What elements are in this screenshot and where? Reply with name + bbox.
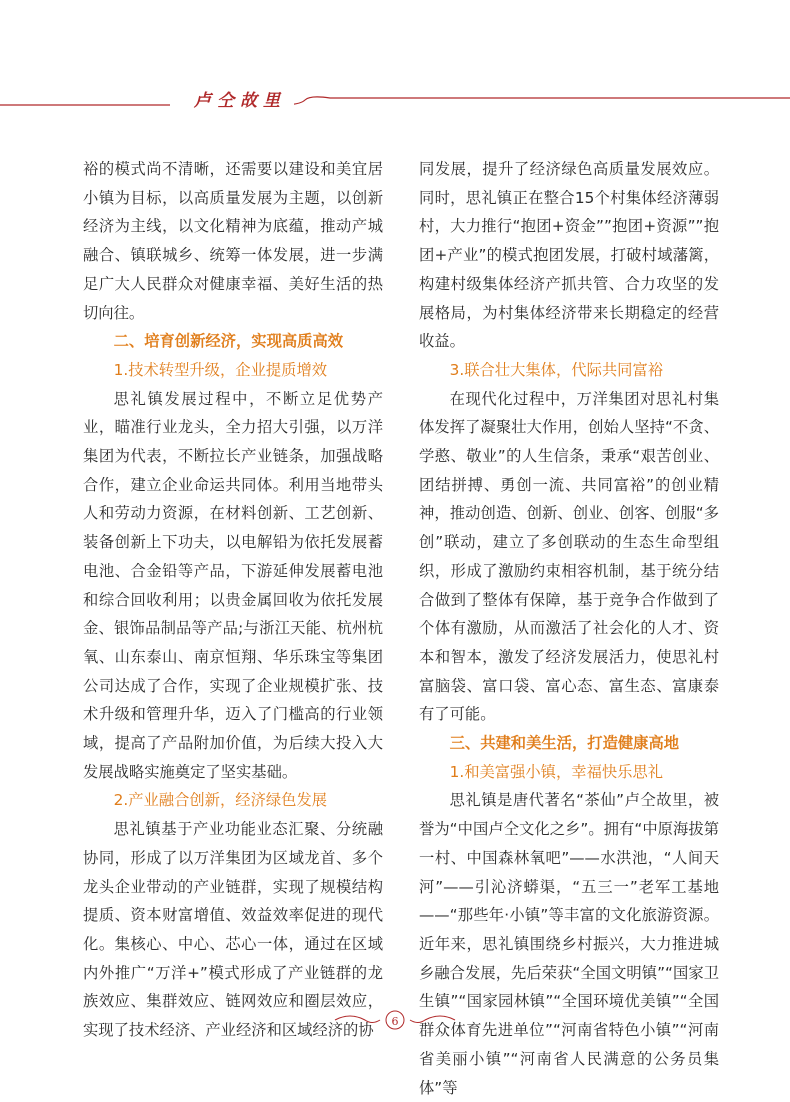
left-text-column: [83, 155, 383, 1045]
section-header-title: 卢仝故里: [186, 86, 294, 111]
paragraph: 思礼镇基于产业功能业态汇聚、分统融协同，形成了以万洋集团为区域龙首、多个龙头企业带动的产业链群，实现了规模结构提质、资本财富增值、效益效率促进的现代化。集核心、中心、芯心一体，通过在区域内外推广“万洋+”模式形成了产业链群的龙族效应、集群效应、链网效应和圈层效应，实现了技术经济、产业经济和区域经济的协: [83, 820, 383, 1040]
paragraph: 裕的模式尚不清晰，还需要以建设和美宜居小镇为目标，以高质量发展为主题，以创新经济为主线，以文化精神为底蕴，推动产城融合、镇联城乡、统筹一体发展，进一步满足广大人民群众对健康幸福、美好生活的热切向往。: [83, 160, 383, 322]
paragraph: 在现代化过程中，万洋集团对思礼村集体发挥了凝聚壮大作用，创始人坚持“不贪、学憨、敬业”的人生信条，秉承“艰苦创业、团结拼搏、勇创一流、共同富裕”的创业精神，推动创造、创新、创业、创客、创服“多创”联动，建立了多创联动的生态生命型组织，形成了激励约束相容机制，基于统分结合做到了整体有保障，基于竞争合作做到了个体有激励，从而激活了社会化的人才、资本和智本，激发了经济发展活力，使思礼村富脑袋、富口袋、富心态、富生态、富康泰有了可能。: [419, 389, 719, 724]
header-decorative-line: [0, 96, 790, 110]
page-number: 6: [391, 1015, 399, 1028]
section-heading: 二、培育创新经济，实现高质高效: [113, 332, 344, 351]
subsection-heading: 1.和美富强小镇，幸福快乐思礼: [449, 762, 664, 781]
paragraph: 思礼镇发展过程中，不断立足优势产业，瞄准行业龙头，全力招大引强，以万洋集团为代表，不断拉长产业链条，加强战略合作，建立企业命运共同体。利用当地带头人和劳动力资源，在材料创新、工艺创新、装备创新上下功夫，以电解铅为依托发展蓄电池、合金铅等产品，下游延伸发展蓄电池和综合回收利用；以贵金属回收为依托发展金、银饰品制品等产品;与浙江天能、杭州杭氧、山东泰山、南京恒翔、华乐珠宝等集团公司达成了合作，实现了企业规模扩张、技术升级和管理升华，迈入了门槛高的行业领域，提高了产品附加价值，为后续大投入大发展战略实施奠定了坚实基础。: [83, 389, 383, 781]
subsection-heading: 3.联合壮大集体，代际共同富裕: [449, 360, 664, 379]
section-heading: 三、共建和美生活，打造健康高地: [449, 734, 680, 753]
subsection-heading: 2.产业融合创新，经济绿色发展: [113, 791, 328, 810]
paragraph: 思礼镇是唐代著名“茶仙”卢仝故里，被誉为“中国卢仝文化之乡”。拥有“中原海拔第一村、中国森林氧吧”——水洪池，“人间天河”——引沁济蟒渠，“五三一”老军工基地——“那些年·小镇”等丰富的文化旅游资源。近年来，思礼镇围绕乡村振兴，大力推进城乡融合发展，先后荣获“全国文明镇”“国家卫生镇”“国家园林镇”“全国环境优美镇”“全国群众体育先进单位”“河南省特色小镇”“河南省美丽小镇”“河南省人民满意的公务员集体”等: [419, 791, 719, 1097]
right-text-column: [419, 155, 719, 1102]
subsection-heading: 1.技术转型升级，企业提质增效: [113, 360, 328, 379]
paragraph: 同发展，提升了经济绿色高质量发展效应。同时，思礼镇正在整合15个村集体经济薄弱村，大力推行“抱团+资金””抱团+资源””抱团+产业”的模式抱团发展，打破村域藩篱，构建村级集体经济产抓共管、合力攻坚的发展格局，为村集体经济带来长期稳定的经营收益。: [419, 160, 719, 351]
